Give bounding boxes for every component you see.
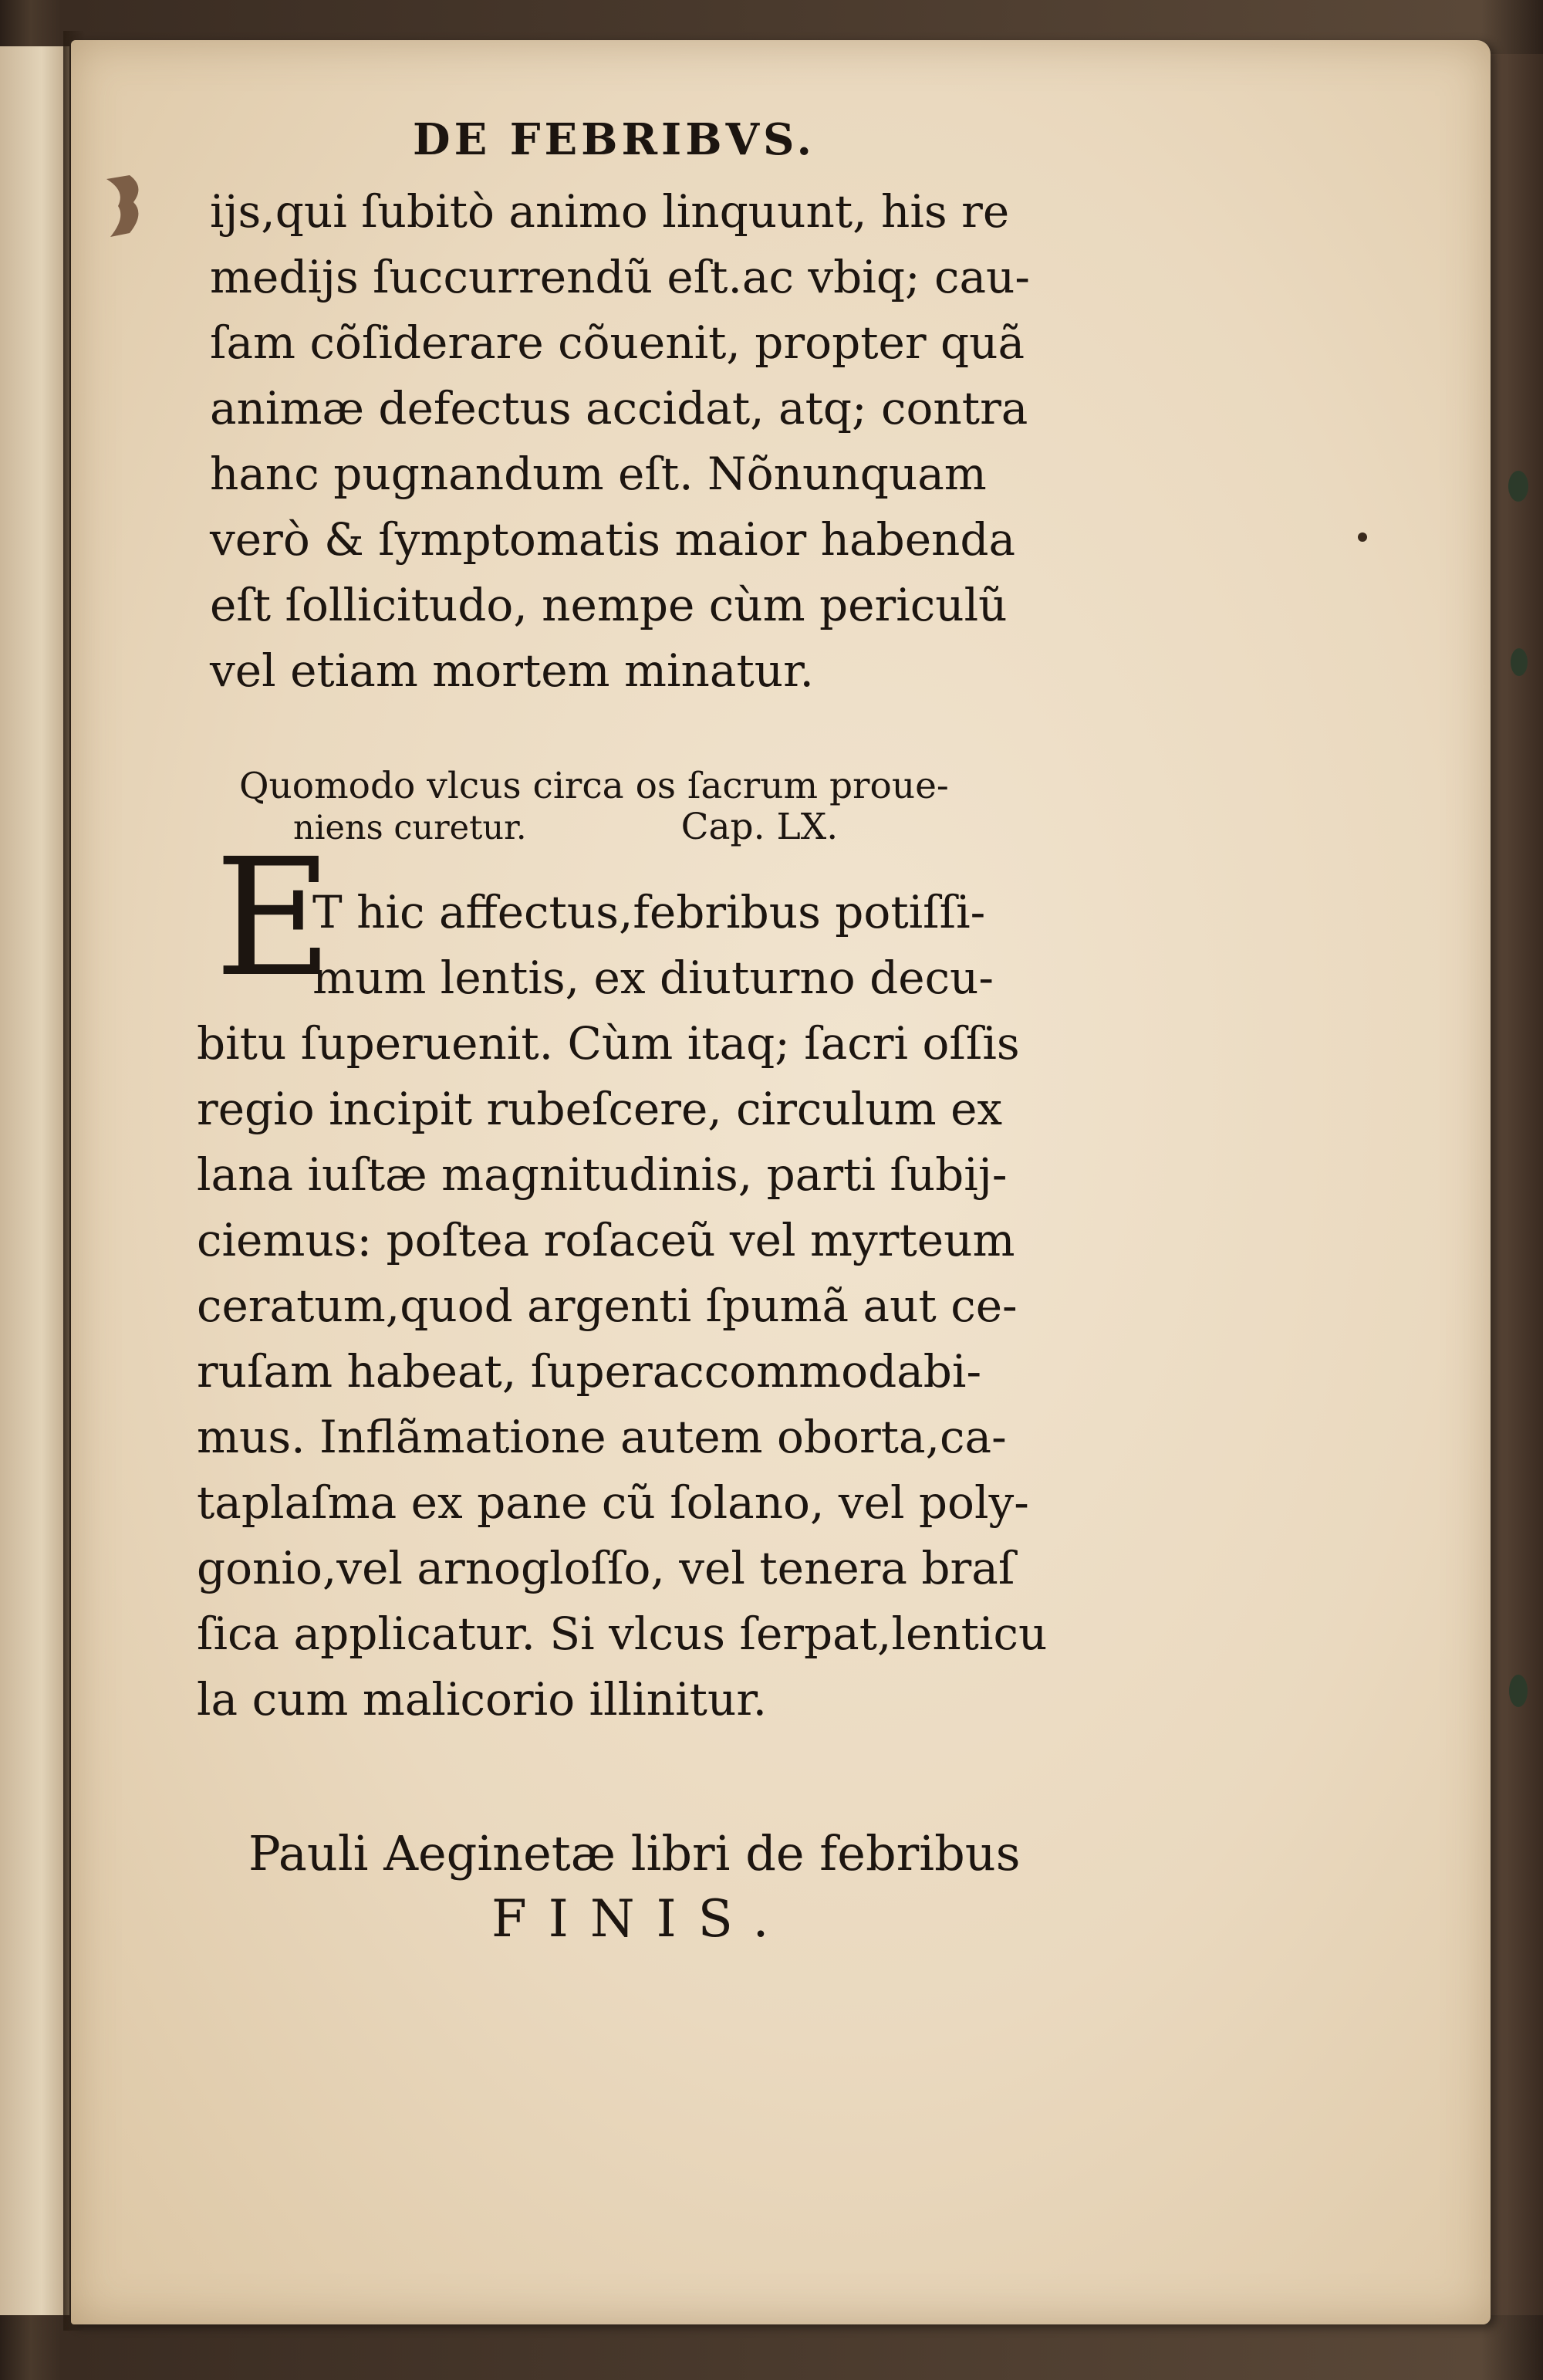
text-line: lana iuſtæ magnitudinis, parti ſubij- bbox=[197, 1148, 1008, 1201]
text-line: mus. Inflãmatione autem oborta,ca- bbox=[197, 1411, 1007, 1463]
chapter-title-line-2-text: niens curetur. bbox=[293, 809, 527, 847]
ink-speck bbox=[1508, 471, 1528, 502]
manicule-mark-icon bbox=[99, 171, 153, 241]
text-line: ſam cõſiderare cõuenit, propter quã bbox=[210, 316, 1025, 369]
text-line: animæ defectus accidat, atq; contra bbox=[210, 382, 1028, 434]
ink-speck bbox=[1509, 1675, 1528, 1707]
ink-speck bbox=[1358, 532, 1367, 542]
colophon-text: Pauli Aeginetæ libri de febribus bbox=[248, 1825, 1021, 1881]
text-line: ceratum,quod argenti ſpumã aut ce- bbox=[197, 1280, 1018, 1332]
body-text-top bbox=[210, 179, 1030, 704]
text-line: verò & ſymptomatis maior habenda bbox=[210, 513, 1016, 566]
text-line: ciemus: poſtea roſaceũ vel myrteum bbox=[197, 1214, 1015, 1266]
binding-edge bbox=[1489, 54, 1543, 2315]
chapter-title-line-1: Quomodo vlcus circa os ſacrum proue- bbox=[239, 765, 949, 807]
chapter-title-line-2 bbox=[239, 806, 949, 848]
text-line: gonio,vel arnogloſſo, vel tenera braſ bbox=[197, 1542, 1015, 1594]
text-line: hanc pugnandum eſt. Nõnunquam bbox=[210, 448, 987, 500]
text-line: ſica applicatur. Si vlcus ſerpat,lenticu bbox=[197, 1608, 1048, 1660]
text-line: mum lentis, ex diuturno decu- bbox=[312, 952, 994, 1004]
left-page-edge bbox=[0, 46, 69, 2315]
text-line: bitu ſuperuenit. Cùm itaq; ſacri oſſis bbox=[197, 1017, 1020, 1070]
text-line: ijs,qui ſubitò animo linquunt, his re bbox=[210, 185, 1010, 238]
finis-text: FINIS. bbox=[491, 1889, 791, 1949]
body-text-chapter bbox=[197, 880, 1047, 1733]
ink-speck bbox=[1511, 648, 1528, 676]
text-line: vel etiam mortem minatur. bbox=[210, 644, 814, 697]
text-line: eſt ſollicitudo, nempe cùm periculũ bbox=[210, 579, 1008, 631]
colophon bbox=[248, 1823, 1021, 1954]
text-line: regio incipit rubeſcere, circulum ex bbox=[197, 1083, 1003, 1135]
chapter-number: Cap. LX. bbox=[680, 806, 839, 848]
drop-cap-initial: E bbox=[214, 823, 333, 1013]
running-head: DE FEBRIBVS. bbox=[413, 114, 815, 165]
text-line: taplaſma ex pane cũ ſolano, vel poly- bbox=[197, 1476, 1029, 1529]
text-line: T hic affectus,febribus potiſſi- bbox=[312, 886, 986, 938]
text-line: ruſam habeat, ſuperaccommodabi- bbox=[197, 1345, 982, 1398]
text-line: medijs ſuccurrendũ eſt.ac vbiq; cau- bbox=[210, 251, 1030, 303]
chapter-heading bbox=[239, 764, 949, 847]
text-line: la cum malicorio illinitur. bbox=[197, 1673, 768, 1726]
